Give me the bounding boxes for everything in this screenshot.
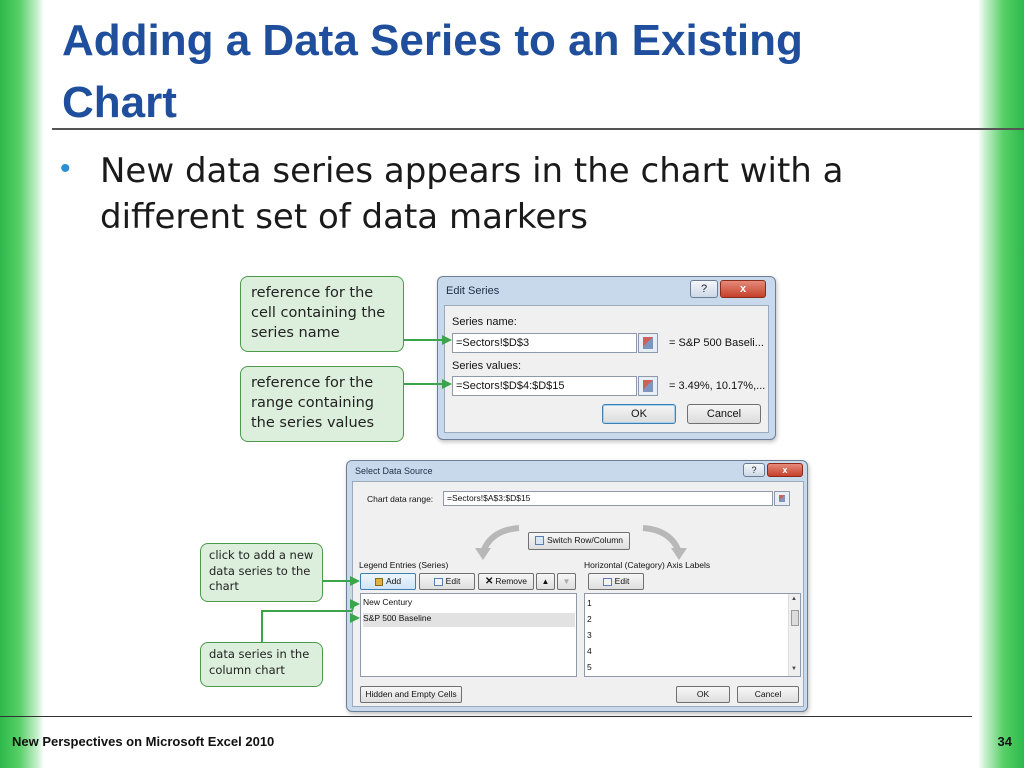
- bullet-dot-icon: •: [60, 152, 71, 185]
- callout-series-values: reference for the range containing the series values: [240, 366, 404, 442]
- scroll-thumb[interactable]: [791, 610, 799, 626]
- select-data-source-ok-button[interactable]: OK: [676, 686, 730, 703]
- axis-list-scrollbar[interactable]: [788, 594, 800, 676]
- edit-series-button[interactable]: [419, 573, 475, 590]
- chart-data-range-picker-icon[interactable]: [774, 491, 790, 506]
- edit-series-cancel-button[interactable]: Cancel: [687, 404, 761, 424]
- left-accent-bar: [0, 0, 44, 768]
- slide-title-line-1: Adding a Data Series to an Existing: [62, 16, 803, 65]
- series-name-range-picker-icon[interactable]: [638, 333, 658, 353]
- list-item-category-2: 2: [587, 614, 592, 624]
- remove-series-label: Remove: [495, 576, 528, 586]
- arrow-series-list-line: [262, 611, 352, 642]
- page-number: 34: [997, 734, 1012, 749]
- right-accent-bar: [978, 0, 1024, 768]
- add-series-button[interactable]: [360, 573, 416, 590]
- edit-series-close-button[interactable]: x: [720, 280, 766, 298]
- select-data-source-title: Select Data Source: [355, 466, 433, 476]
- axis-edit-icon: [603, 578, 612, 586]
- slide-title: [62, 10, 942, 134]
- title-divider: [52, 128, 1024, 130]
- remove-series-button[interactable]: [478, 573, 534, 590]
- series-name-field[interactable]: =Sectors!$D$3: [452, 333, 637, 353]
- select-data-source-body: [352, 481, 804, 707]
- edit-series-label: Edit: [445, 576, 461, 586]
- move-down-icon: ▼: [562, 577, 571, 586]
- edit-series-ok-button[interactable]: OK: [602, 404, 676, 424]
- edit-series-help-button[interactable]: ?: [690, 280, 718, 298]
- chart-data-range-label: Chart data range:: [367, 494, 434, 504]
- edit-series-title: Edit Series: [446, 285, 500, 297]
- list-item-category-1: 1: [587, 598, 592, 608]
- add-icon: [375, 578, 383, 586]
- axis-labels-label: Horizontal (Category) Axis Labels: [584, 560, 711, 570]
- axis-labels-list[interactable]: [584, 593, 801, 677]
- switch-icon: [535, 536, 544, 545]
- move-down-button[interactable]: [557, 573, 576, 590]
- edit-series-dialog: [437, 276, 776, 440]
- list-item-series-1[interactable]: New Century: [363, 597, 413, 607]
- hidden-empty-cells-button[interactable]: Hidden and Empty Cells: [360, 686, 462, 703]
- callout-add-series: click to add a new data series to the chart: [200, 543, 323, 602]
- series-name-label: Series name:: [452, 316, 517, 328]
- axis-labels-edit-button[interactable]: [588, 573, 644, 590]
- add-series-label: Add: [385, 576, 402, 586]
- callout-series-name: reference for the cell containing the series name: [240, 276, 404, 352]
- list-item-category-5: 5: [587, 662, 592, 672]
- list-item-category-3: 3: [587, 630, 592, 640]
- chart-data-range-field[interactable]: =Sectors!$A$3:$D$15: [443, 491, 773, 506]
- edit-icon: [434, 578, 443, 586]
- select-data-source-close-button[interactable]: x: [767, 463, 803, 477]
- legend-entries-list[interactable]: [360, 593, 577, 677]
- switch-right-arrowhead-icon: [671, 548, 687, 560]
- series-name-preview: = S&P 500 Baseli...: [669, 337, 764, 349]
- select-data-source-dialog: [346, 460, 808, 712]
- axis-labels-edit-label: Edit: [614, 576, 630, 586]
- switch-row-column-label: Switch Row/Column: [546, 535, 624, 545]
- series-values-label: Series values:: [452, 360, 522, 372]
- move-up-button[interactable]: [536, 573, 555, 590]
- select-data-source-help-button[interactable]: ?: [743, 463, 765, 477]
- bullet-text: New data series appears in the chart with a different set of data markers: [100, 151, 844, 237]
- edit-series-body: [444, 305, 769, 433]
- series-values-range-picker-icon[interactable]: [638, 376, 658, 396]
- legend-entries-label: Legend Entries (Series): [359, 560, 449, 570]
- footer-divider: [0, 716, 972, 717]
- series-values-field[interactable]: =Sectors!$D$4:$D$15: [452, 376, 637, 396]
- select-data-source-cancel-button[interactable]: Cancel: [737, 686, 799, 703]
- footer-text: New Perspectives on Microsoft Excel 2010: [12, 734, 275, 749]
- slide-title-line-2: Chart: [62, 78, 177, 127]
- move-up-icon: ▲: [541, 577, 550, 586]
- remove-icon: ✕: [484, 576, 494, 587]
- series-values-preview: = 3.49%, 10.17%,...: [669, 380, 766, 392]
- list-item-category-4: 4: [587, 646, 592, 656]
- scroll-up-icon[interactable]: ▲: [791, 596, 797, 602]
- switch-left-arrowhead-icon: [475, 548, 491, 560]
- scroll-down-icon[interactable]: ▼: [791, 666, 797, 672]
- switch-row-column-button[interactable]: [528, 532, 630, 550]
- list-item-series-2[interactable]: S&P 500 Baseline: [363, 613, 575, 627]
- callout-data-series: data series in the column chart: [200, 642, 323, 687]
